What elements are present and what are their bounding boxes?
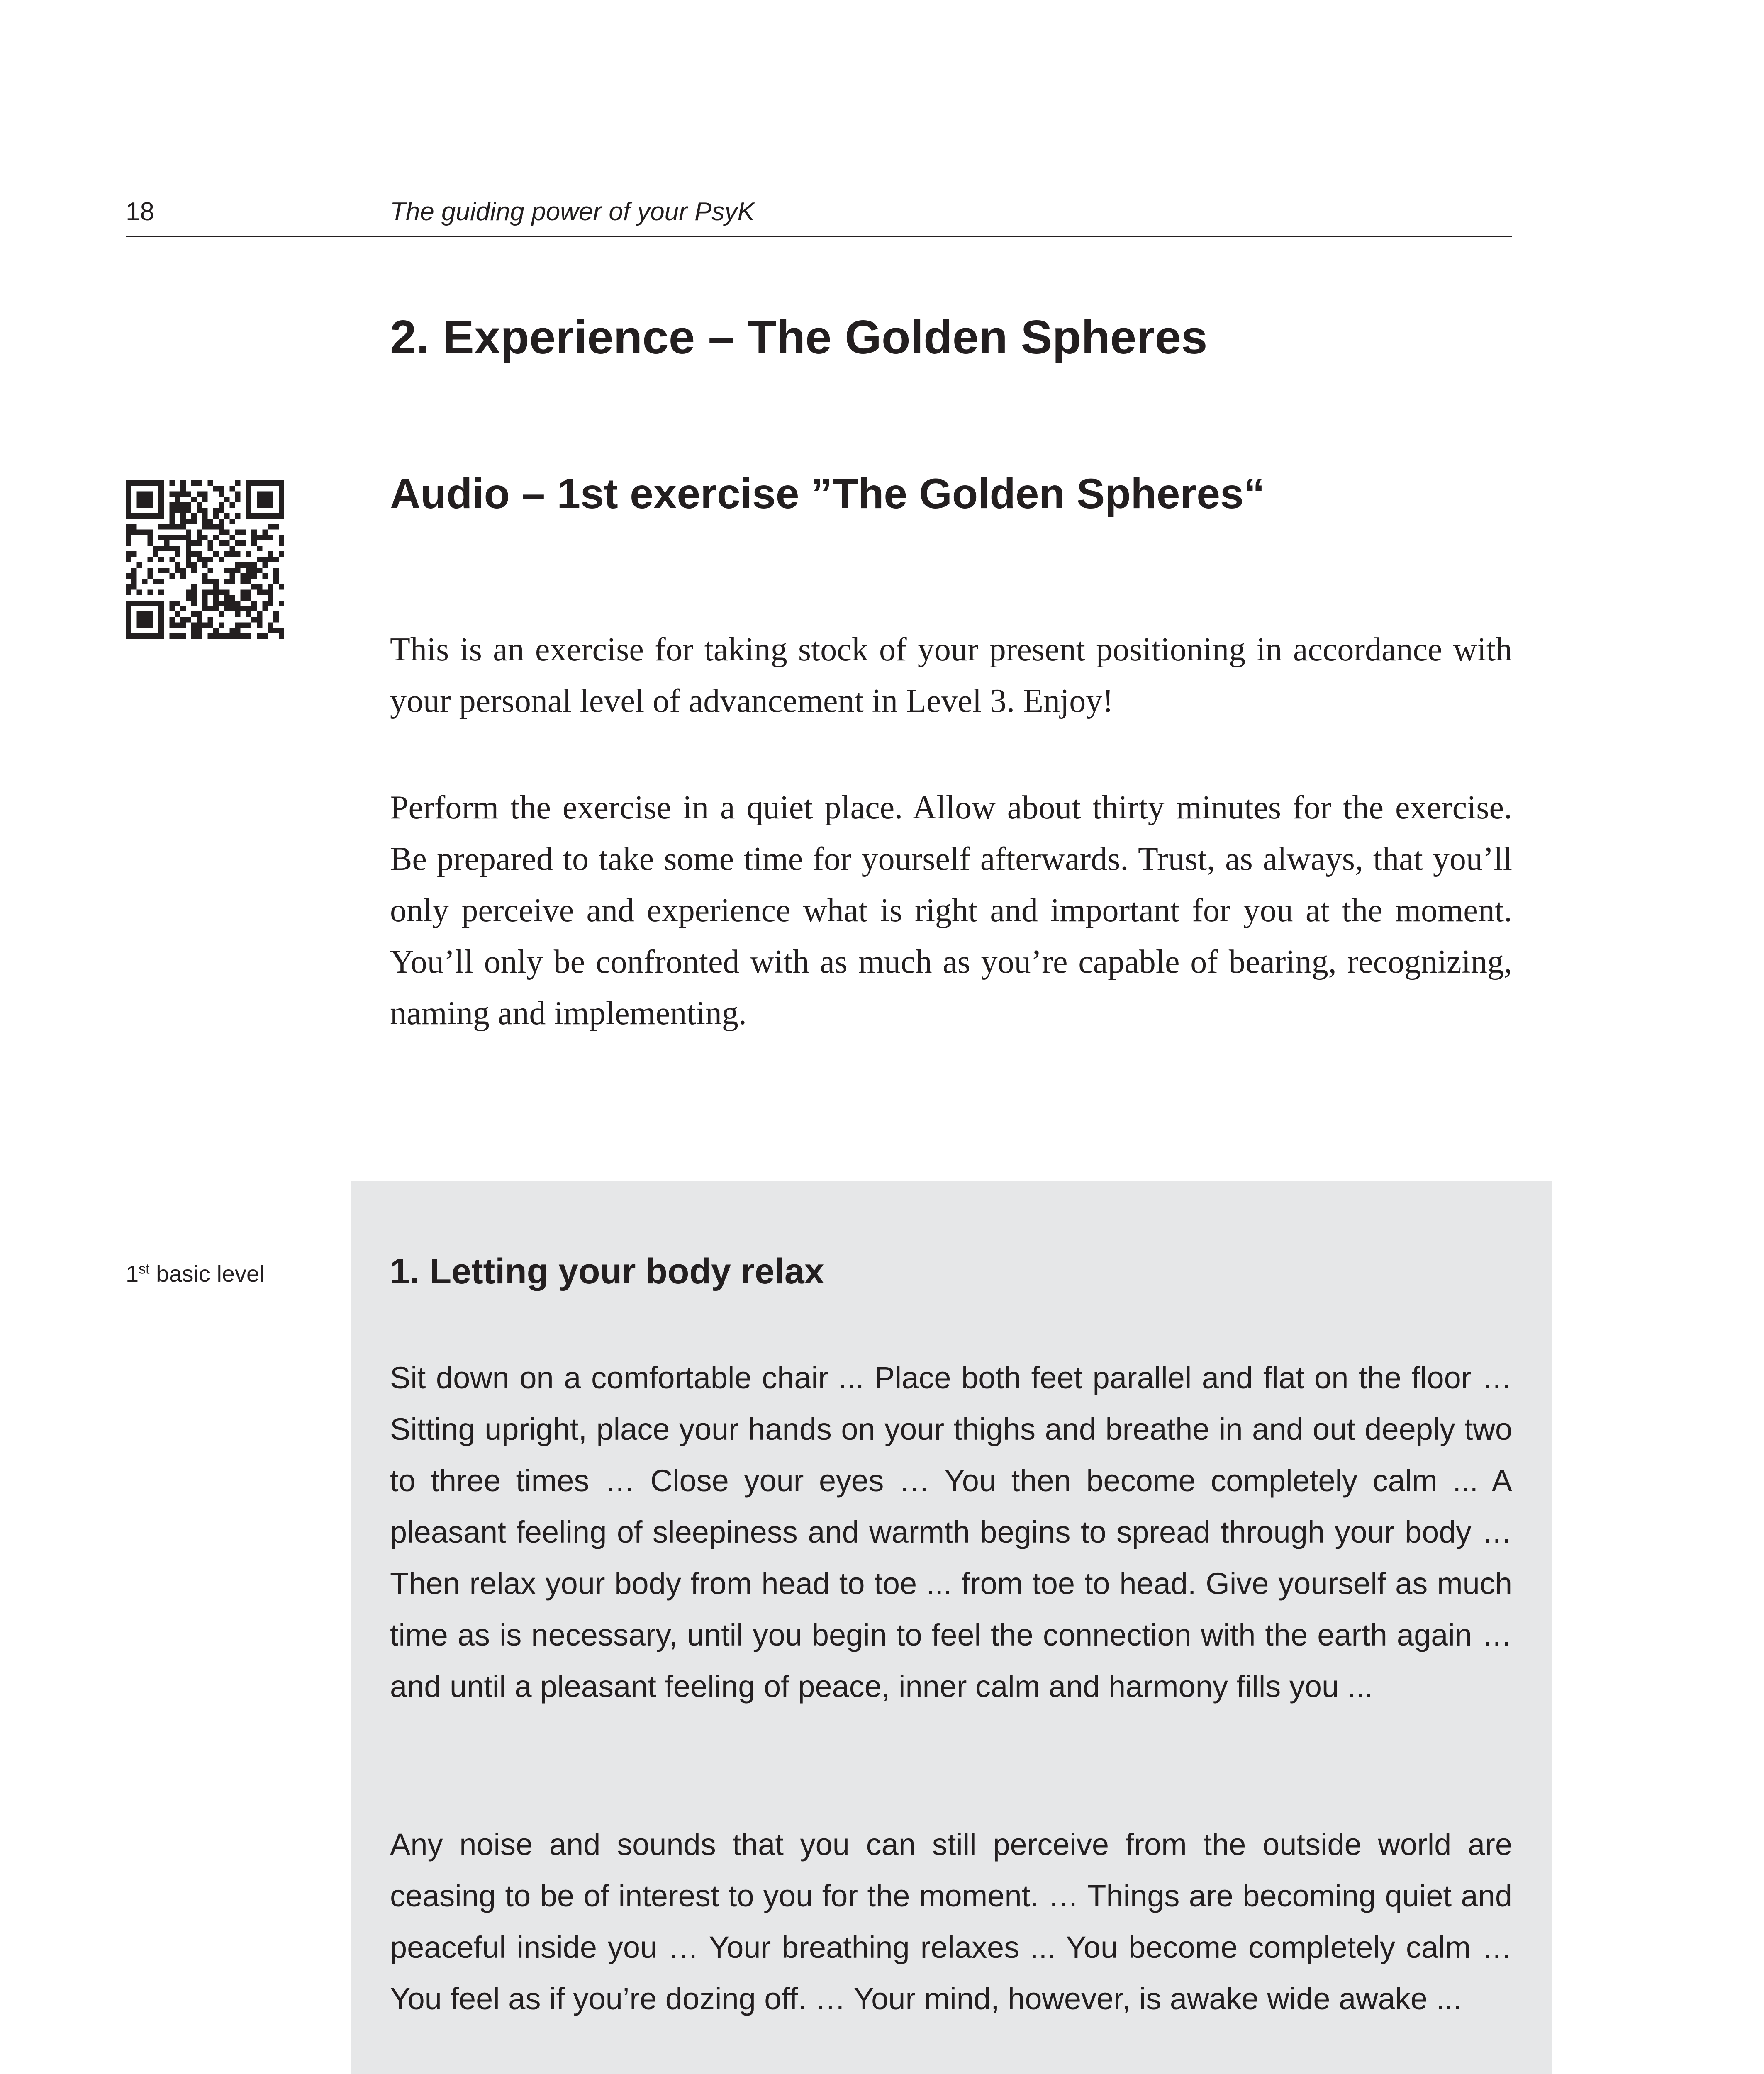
exercise-paragraph: Any noise and sounds that you can still perceive from the outside world are ceasing to be of interest to you for the moment. … Things are becoming quiet and peaceful inside you … Your breathing relaxes ... You become completely calm … You feel as if you’re dozing off. … Your mind, however, is awake wide awake ...	[390, 1827, 1512, 2016]
level-label-number: 1	[126, 1261, 139, 1287]
section-title: 2. Experience – The Golden Spheres	[390, 311, 1208, 364]
header-rule	[126, 236, 1512, 237]
level-label-text: basic level	[149, 1261, 265, 1287]
audio-exercise-title: Audio – 1st exercise ”The Golden Spheres“	[390, 470, 1265, 517]
intro-paragraph: Perform the exercise in a quiet place. Allow about thirty minutes for the exercise. Be prepared to take some time for yourself afterwards. Trust, as always, that you’ll only perceive and experience what is right and important for you at the moment. You’ll only be confronted with as much as you’re capable of bearing, recognizing, naming and implementing.	[390, 789, 1512, 1032]
page-number: 18	[126, 197, 154, 226]
exercise-paragraph: Sit down on a comfortable chair ... Place both feet parallel and flat on the floor … Sitting upright, place your hands on your thighs and breathe in and out deeply two to three times … Close your eyes … You then become completely calm ... A pleasant feeling of sleepiness and warmth begins to spread through your body … Then relax your body from head to toe ... from toe to head. Give yourself as much time as is necessary, until you begin to feel the connection with the earth again … and until a pleasant feeling of peace, inner calm and harmony fills you ...	[390, 1361, 1512, 1704]
level-label	[126, 1259, 265, 1288]
running-title: The guiding power of your PsyK	[390, 197, 755, 226]
level-label-ordinal: st	[139, 1261, 150, 1277]
exercise-heading: 1. Letting your body relax	[390, 1251, 824, 1291]
intro-paragraph: This is an exercise for taking stock of your present positioning in accordance with your personal level of advancement in Level 3. Enjoy!	[390, 631, 1512, 719]
qr-code-icon	[126, 480, 284, 639]
